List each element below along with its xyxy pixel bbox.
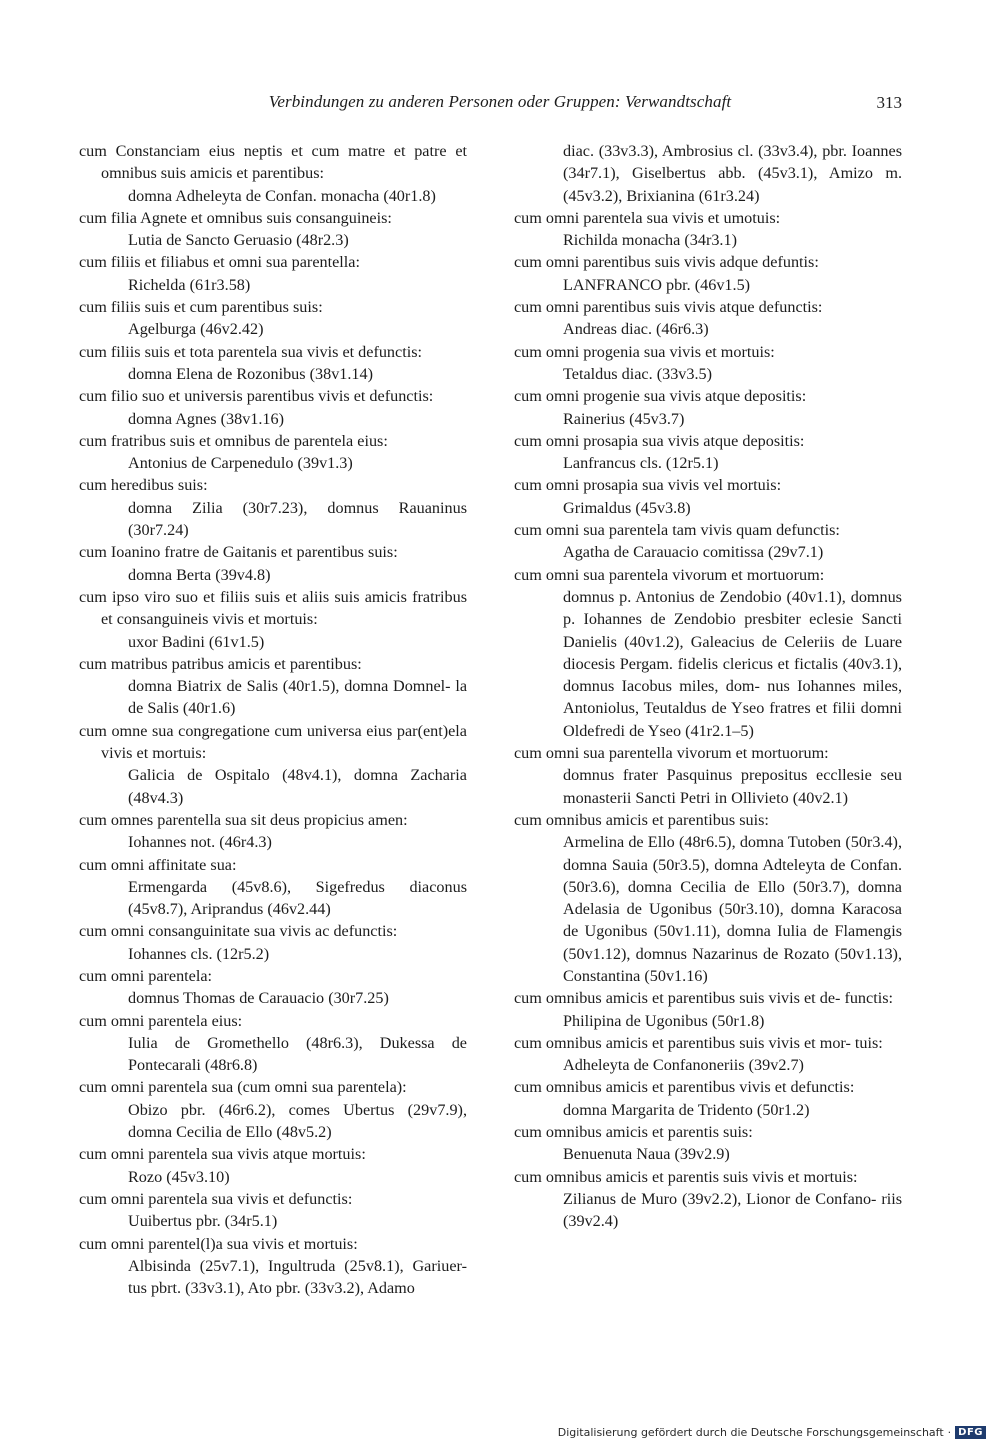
entry-name-line: LANFRANCO pbr. (46v1.5) [563,275,751,294]
entry-heading [514,1076,902,1098]
entry-name-line: Lanfrancus cls. (12r5.1) [563,454,719,473]
entry-names [514,140,902,207]
entry-name-line: Celeriis de Luare diocesis Pergam. fidelis clericus [563,632,903,673]
index-entry [79,920,467,965]
entry-name-line: domna Berta (39v4.8) [128,565,271,584]
index-entry [79,586,467,653]
index-entry [514,1076,902,1121]
entry-heading-line: cum omni parentel(l)a sua vivis et mortuis: [79,1234,358,1253]
index-entry [514,251,902,296]
entry-names [79,408,467,430]
entry-names [79,185,467,207]
entry-heading-line: functis: [844,989,894,1008]
page-number: 313 [876,93,902,112]
entry-name-line: Richilda monacha (34r3.1) [563,231,737,250]
entry-names [514,541,902,563]
entry-heading-line: cum omnibus amicis et parentibus suis: [514,810,769,829]
entry-name-line: Pontecarali (48r6.8) [128,1056,258,1075]
entry-heading [79,1143,467,1165]
right-column [514,140,902,1233]
entry-names [79,987,467,1009]
entry-name-line: Albisinda (25v7.1), Ingultruda (25v8.1), Gariuer- [128,1256,467,1275]
entry-heading [79,720,467,765]
entry-heading [79,474,467,496]
entry-name-line: nus Iohannes miles, Antoniolus, Teutaldus de [563,677,902,718]
entry-heading-line: cum omnibus amicis et parentis suis vivis et mortuis: [514,1167,858,1186]
entry-name-line: Amizo m. (45v3.2), Brixianina (61r3.24) [563,164,902,205]
entry-heading [514,207,902,229]
entry-name-line: eclesie Sancti Danielis (40v1.2), Galeacius de [563,610,902,651]
left-column [79,140,467,1299]
index-entry [514,987,902,1032]
entry-name-line: domna Zilia (30r7.23), domnus Rauaninus [128,498,467,517]
entry-heading-line: cum fratribus suis et omnibus de parentela eius: [79,431,388,450]
entry-names [79,318,467,340]
entry-heading-line: cum omnes parentella sua sit deus propicius amen: [79,810,408,829]
index-entry [79,251,467,296]
index-entry [79,809,467,854]
dfg-logo: DFG [955,1426,986,1439]
entry-heading [79,1076,467,1098]
entry-name-line: riis (39v2.4) [563,1189,903,1231]
entry-name-line: Yseo fratres et filii domni Oldefredi de Yseo [563,699,903,740]
entry-heading [79,1188,467,1210]
entry-name-line: tus pbrt. (33v3.1), Ato pbr. (33v3.2), Adamo [128,1279,415,1298]
entry-heading-line: cum omne sua congregatione cum universa eius par(ent)ela vivis et mortuis: [79,721,467,763]
entry-heading [79,140,467,185]
entry-name-line: domna Agnes (38v1.16) [128,409,285,428]
index-entry [514,519,902,564]
entry-heading [79,586,467,631]
entry-name-line: Rainerius (45v3.7) [563,409,685,428]
entry-names [79,876,467,921]
entry-name-line: Iohannes cls. (12r5.2) [128,944,270,963]
index-entry [79,207,467,252]
entry-names [514,363,902,385]
entry-heading [514,341,902,363]
index-entry [514,742,902,809]
entry-names [514,1054,902,1076]
entry-heading-line: cum filiis suis et cum parentibus suis: [79,298,323,317]
entry-names [514,831,902,987]
entry-heading-line: cum omni parentela sua vivis et defunctis: [79,1189,353,1208]
entry-heading-line: cum heredibus suis: [79,476,208,495]
entry-name-line: domnus frater Pasquinus prepositus eccllesie seu [563,766,902,785]
index-entry [79,430,467,475]
index-entry [79,1233,467,1300]
entry-heading-line: cum ipso viro suo et filiis suis et aliis suis amicis fratribus et consanguineis vivis et mortuis: [79,587,467,629]
entry-name-line: Antonius de Carpenedulo (39v1.3) [128,454,353,473]
entry-name-line: Benuenuta Naua (39v2.9) [563,1145,730,1164]
entry-heading-line: cum omni parentela: [79,966,213,985]
entry-name-line: domna Elena de Rozonibus (38v1.14) [128,364,374,383]
index-entry [79,296,467,341]
entry-name-line: Philipina de Ugonibus (50r1.8) [563,1011,765,1030]
entry-heading [514,519,902,541]
entry-heading-line: cum omni parentela sua (cum omni sua parentela): [79,1078,407,1097]
entry-name-line: de Rozato (50v1.13), Constantina (50v1.16) [563,944,902,985]
entry-heading [79,430,467,452]
entry-name-line: Agatha de Carauacio comitissa (29v7.1) [563,543,824,562]
running-header: Verbindungen zu anderen Personen oder Gruppen: Verwandtschaft [268,92,732,111]
entry-heading-line: cum omnibus amicis et parentis suis: [514,1123,753,1142]
entry-heading-line: cum omni parentela sua vivis et umotuis: [514,208,781,227]
entry-heading [514,1121,902,1143]
index-entry [514,809,902,987]
entry-heading [79,541,467,563]
index-entry [514,1121,902,1166]
index-entry [514,140,902,207]
entry-names [79,943,467,965]
entry-name-line: (48v4.3) [128,788,184,807]
index-entry [79,720,467,809]
entry-name-line: Obizo pbr. (46r6.2), comes Ubertus (29v7.9), [128,1100,467,1119]
entry-names [514,1188,902,1233]
entry-name-line: domna Margarita de Tridento (50r1.2) [563,1100,810,1119]
entry-heading-line: cum matribus patribus amicis et parentibus: [79,654,362,673]
entry-name-line: monasterii Sancti Petri in Ollivieto (40v2.1) [563,788,849,807]
index-entry [79,1010,467,1077]
entry-heading [514,474,902,496]
entry-heading [514,809,902,831]
index-entry [79,541,467,586]
index-entry [79,653,467,720]
entry-heading [514,251,902,273]
entry-name-line: et fictalis (40v3.1), domnus Iacobus miles, dom- [563,654,903,696]
entry-heading-line: cum omni parentibus suis vivis atque defunctis: [514,298,823,317]
entry-names [79,274,467,296]
entry-names [514,452,902,474]
entry-names [514,497,902,519]
index-entry [514,296,902,341]
entry-heading [79,341,467,363]
entry-heading-line: cum omnibus amicis et parentibus suis vivis et mor- [514,1033,851,1052]
entry-names [79,564,467,586]
entry-name-line: Tetaldus diac. (33v3.5) [563,364,713,383]
entry-names [79,229,467,251]
entry-heading-line: cum omni parentela sua vivis atque mortuis: [79,1145,366,1164]
entry-name-line: (45v8.7), Ariprandus (46v2.44) [128,900,331,919]
entry-names [514,229,902,251]
entry-heading [79,653,467,675]
entry-heading-line: cum omni parentela eius: [79,1011,243,1030]
index-entry [514,564,902,742]
entry-name-line: Galicia de Ospitalo (48v4.1), domna Zacharia [128,766,467,785]
entry-name-line: Andreas diac. (46r6.3) [563,320,709,339]
entry-heading-line: cum omnibus amicis et parentibus suis vivis et de- [514,989,841,1008]
entry-heading-line: cum omni sua parentela vivorum et mortuorum: [514,565,825,584]
entry-heading-line: cum filiis et filiabus et omni sua parentella: [79,253,360,272]
entry-name-line: domnus p. Iohannes de Zendobio presbiter [563,587,902,629]
entry-heading [79,1010,467,1032]
entry-names [79,1255,467,1300]
footer-separator: · [947,1426,952,1439]
entry-name-line: domna Biatrix de Salis (40r1.5), domna Domnel- [128,677,451,696]
entry-names [514,408,902,430]
entry-names [79,764,467,809]
entry-names [514,1099,902,1121]
index-entry [514,385,902,430]
entry-heading-line: cum omni affinitate sua: [79,855,237,874]
entry-names [514,586,902,742]
index-entry [79,1076,467,1143]
entry-heading-line: cum omni prosapia sua vivis vel mortuis: [514,476,782,495]
entry-names [79,363,467,385]
entry-names [79,497,467,542]
entry-names [514,1010,902,1032]
entry-heading [79,920,467,942]
entry-heading-line: cum omnibus amicis et parentibus vivis et defunctis: [514,1078,855,1097]
entry-names [514,1143,902,1165]
entry-heading [514,430,902,452]
entry-heading-line: cum omni consanguinitate sua vivis ac defunctis: [79,922,398,941]
index-entry [514,1032,902,1077]
entry-name-line: Rozo (45v3.10) [128,1167,230,1186]
entry-heading-line: cum omni parentibus suis vivis adque defuntis: [514,253,819,272]
entry-names [79,1166,467,1188]
index-entry [79,1188,467,1233]
entry-names [514,318,902,340]
entry-name-line: Grimaldus (45v3.8) [563,498,691,517]
index-entry [514,207,902,252]
entry-heading-line: cum omni sua parentela tam vivis quam defunctis: [514,521,840,540]
entry-name-line: Adheleyta de Confanoneriis (39v2.7) [563,1056,804,1075]
entry-name-line: domnus Thomas de Carauacio (30r7.25) [128,989,389,1008]
entry-name-line: (50r3.7), domna Adelasia de Ugonibus (50r3.10), [563,877,902,919]
entry-heading-line: cum filio suo et universis parentibus vivis et defunctis: [79,387,434,406]
entry-heading [79,207,467,229]
entry-names [79,452,467,474]
index-entry [79,385,467,430]
index-entry [514,341,902,386]
entry-name-line: Iulia de Flamengis (50v1.12), domnus Nazarinus [563,922,903,963]
entry-names [514,764,902,809]
entry-heading [514,1032,902,1054]
index-entry [79,474,467,541]
entry-names [79,631,467,653]
entry-name-line: diac. (33v3.3), Ambrosius cl. (33v3.4), pbr. [563,142,847,160]
entry-heading-line: cum filia Agnete et omnibus suis consanguineis: [79,208,392,227]
index-entry [79,341,467,386]
entry-heading [79,809,467,831]
entry-heading [514,742,902,764]
entry-heading [514,987,902,1009]
entry-name-line: Ermengarda (45v8.6), Sigefredus diaconus [128,877,467,896]
entry-name-line: Armelina de Ello (48r6.5), domna Tutoben [563,833,842,852]
entry-heading [79,385,467,407]
entry-heading [514,385,902,407]
entry-name-line: domna Adheleyta de Confan. monacha (40r1.8) [128,186,436,205]
index-entry [79,854,467,921]
entry-heading [514,564,902,586]
entry-heading-line: cum Constanciam eius neptis et cum matre et patre et omnibus suis amicis et parentibus: [79,142,467,183]
footer-credit [558,1426,986,1439]
entry-name-line: Ioannes (34r7.1), Giselbertus abb. (45v3.1), [563,142,903,183]
index-entry [79,140,467,207]
entry-heading [79,854,467,876]
entry-heading-line: cum omni sua parentella vivorum et mortuorum: [514,744,829,763]
entry-names [79,1032,467,1077]
index-entry [514,430,902,475]
entry-heading [79,1233,467,1255]
entry-heading [79,251,467,273]
entry-name-line: (30r7.24) [128,521,189,540]
entry-heading [79,296,467,318]
entry-heading [514,296,902,318]
entry-name-line: de Confan. (50r3.6), domna Cecilia de Ello [563,855,903,896]
entry-name-line: uxor Badini (61v1.5) [128,632,265,651]
entry-heading-line: cum filiis suis et tota parentela sua vivis et defunctis: [79,342,423,361]
entry-name-line: Lutia de Sancto Geruasio (48r2.3) [128,231,349,250]
entry-names [79,1099,467,1144]
entry-heading-line: tuis: [854,1033,883,1052]
entry-names [514,274,902,296]
entry-name-line: domna Cecilia de Ello (48v5.2) [128,1123,332,1142]
entry-name-line: Iohannes not. (46r4.3) [128,833,272,852]
index-entry [514,474,902,519]
entry-heading-line: cum omni progenia sua vivis et mortuis: [514,342,775,361]
entry-name-line: Richelda (61r3.58) [128,275,251,294]
entry-heading-line: cum omni progenie sua vivis atque depositis: [514,387,807,406]
entry-heading [514,1166,902,1188]
entry-heading [79,965,467,987]
entry-name-line: (41r2.1–5) [685,721,754,740]
entry-name-line: Uuibertus pbr. (34r5.1) [128,1212,278,1231]
entry-name-line: domnus p. Antonius de Zendobio (40v1.1), [563,587,846,606]
index-entry [79,965,467,1010]
entry-names [79,675,467,720]
entry-name-line: Agelburga (46v2.42) [128,320,264,339]
entry-name-line: Zilianus de Muro (39v2.2), Lionor de Confano- [563,1189,877,1208]
footer-text: Digitalisierung gefördert durch die Deutsche Forschungsgemeinschaft [557,1426,944,1439]
index-entry [79,1143,467,1188]
entry-name-line: domna Karacosa de Ugonibus (50v1.11), domna [563,900,902,941]
entry-name-line: (50r3.4), domna Sauia (50r3.5), domna Adteleyta [563,833,902,874]
entry-heading-line: cum Ioanino fratre de Gaitanis et parentibus suis: [79,543,398,562]
entry-names [79,831,467,853]
entry-name-line: Iulia de Gromethello (48r6.3), Dukessa de [128,1033,467,1052]
index-entry [514,1166,902,1233]
entry-names [79,1210,467,1232]
entry-heading-line: cum omni prosapia sua vivis atque depositis: [514,431,805,450]
entry-name-line: la de Salis (40r1.6) [128,677,468,718]
